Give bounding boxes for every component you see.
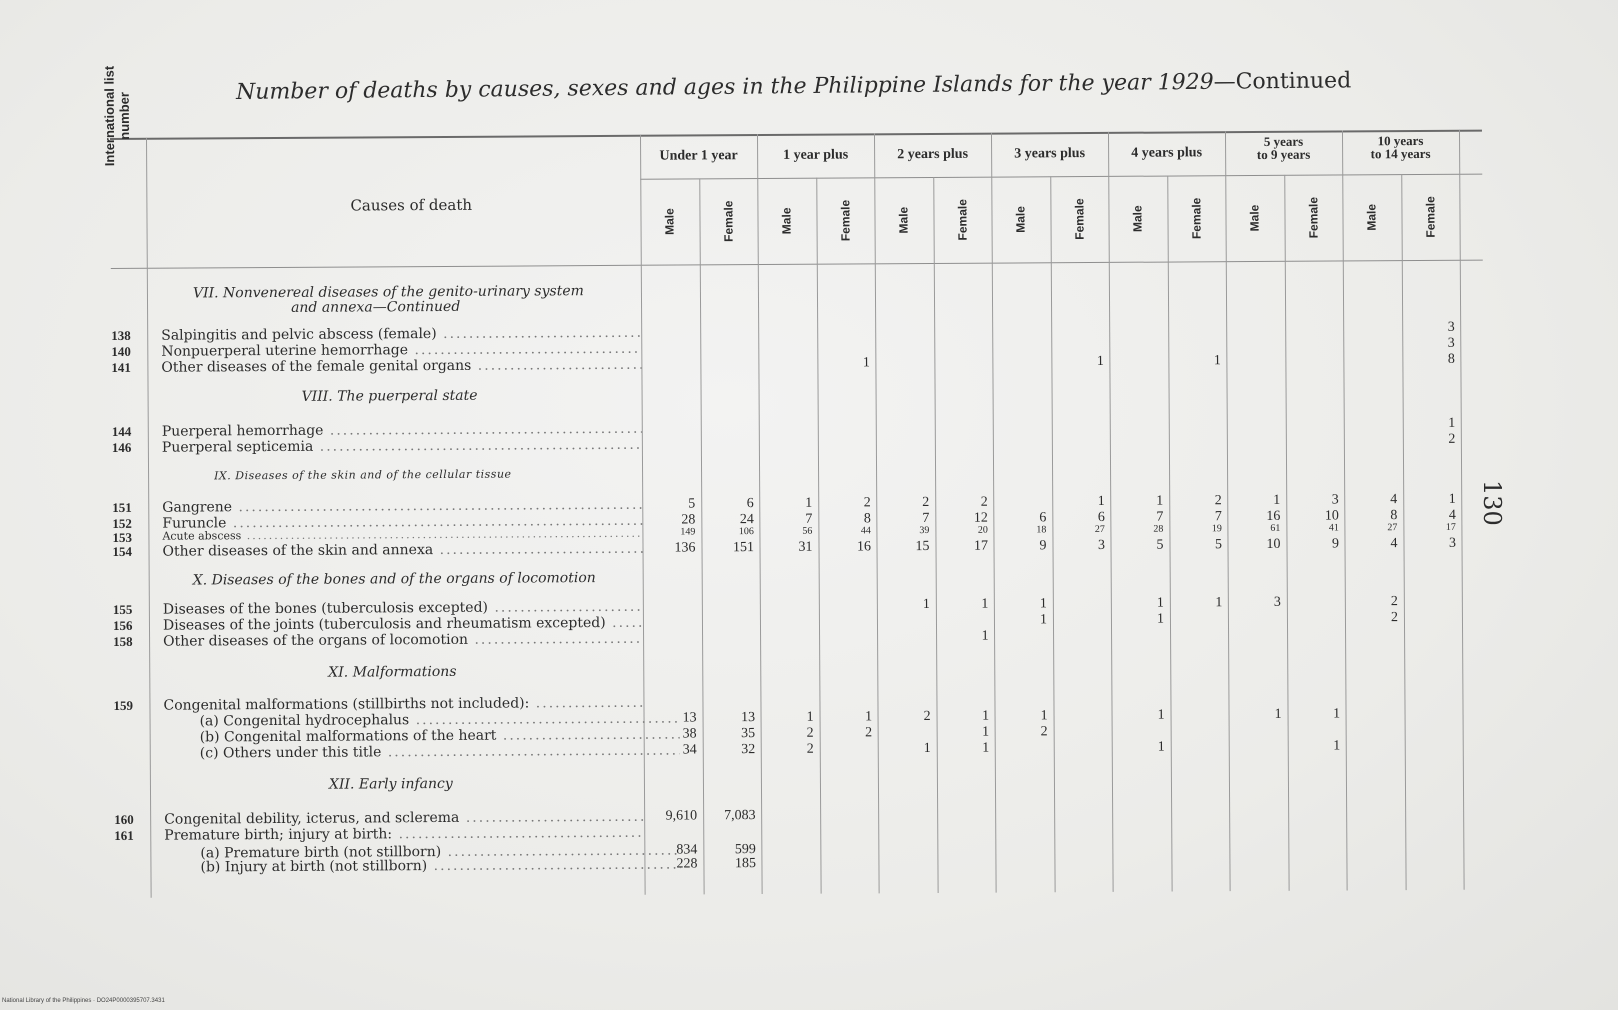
value-cell: 35 <box>741 726 756 742</box>
age-group-header: Under 1 year <box>659 148 738 164</box>
cause-label: (a) Premature birth (not stillborn) ..... <box>200 843 680 862</box>
cause-label: Other diseases of the organs of locomotion ..... <box>163 631 643 650</box>
intl-code: 159 <box>113 697 134 713</box>
value-cell: 2 <box>1448 431 1456 447</box>
value-cell: 28 <box>681 512 696 528</box>
value-cell: 3 <box>1097 537 1106 553</box>
value-cell: 12 <box>973 510 988 526</box>
intl-code: 158 <box>113 633 133 649</box>
value-cell: 44 <box>860 525 871 537</box>
value-cell: 5 <box>1214 537 1223 553</box>
value-cell: 6 <box>746 496 754 512</box>
value-cell: 32 <box>741 742 756 758</box>
cause-label: Furuncle ..... <box>162 513 642 532</box>
value-cell: 31 <box>798 539 813 555</box>
value-cell: 1 <box>806 709 814 725</box>
female-header: Female <box>955 199 970 241</box>
value-cell: 151 <box>732 540 755 556</box>
female-header: Female <box>1423 196 1438 238</box>
intl-code: 153 <box>112 529 132 545</box>
value-cell: 136 <box>674 540 696 556</box>
causes-header: Causes of death <box>350 195 473 215</box>
cause-label: Diseases of the joints (tuberculosis and rheumatism excepted) ..... <box>163 615 643 634</box>
value-cell: 5 <box>688 496 696 512</box>
value-cell: 2 <box>806 725 814 741</box>
cause-label: (a) Congenital hydrocephalus ..... <box>200 711 680 730</box>
female-header: Female <box>721 200 736 242</box>
female-header: Female <box>1306 196 1321 239</box>
value-cell: 1 <box>1332 706 1341 722</box>
value-cell: 56 <box>802 525 813 537</box>
cause-label: (c) Others under this title ..... <box>200 743 680 762</box>
age-group-header: 2 years plus <box>897 146 969 163</box>
cause-label: Salpingitis and pelvic abscess (female) ..... <box>161 325 641 344</box>
cause-label: (b) Injury at birth (not stillborn) ..... <box>200 857 680 876</box>
section-heading: X. Diseases of the bones and of the organs of locomotion <box>192 570 596 589</box>
value-cell: 1 <box>1156 595 1164 611</box>
value-cell: 8 <box>1447 351 1455 367</box>
female-header: Female <box>1189 197 1204 240</box>
value-cell: 2 <box>1390 594 1398 610</box>
male-header: Male <box>662 208 677 235</box>
value-cell: 16 <box>856 539 872 555</box>
value-cell: 1 <box>1040 708 1048 724</box>
value-cell: 9 <box>1331 536 1340 552</box>
intl-code: 141 <box>111 359 131 375</box>
cause-label: Congenital debility, icterus, and sclerema ..... <box>164 809 644 828</box>
cause-label: Puerperal septicemia ..... <box>162 437 642 456</box>
cause-label: Acute abscess ..... <box>162 527 642 543</box>
value-cell: 15 <box>915 539 930 555</box>
value-cell: 19 <box>1211 523 1222 535</box>
value-cell: 1 <box>1097 493 1105 509</box>
cause-label: Diseases of the bones (tuberculosis excepted) ..... <box>163 599 643 618</box>
value-cell: 10 <box>1324 508 1339 524</box>
value-cell: 4 <box>1390 492 1398 508</box>
value-cell: 3 <box>1331 492 1339 508</box>
cause-label: Gangrene ..... <box>162 497 642 516</box>
value-cell: 1 <box>982 724 990 740</box>
value-cell: 106 <box>738 526 754 538</box>
value-cell: 7 <box>805 511 813 527</box>
intl-code: 161 <box>114 827 134 843</box>
value-cell: 1 <box>1333 738 1341 754</box>
value-cell: 1 <box>1157 739 1165 755</box>
value-cell: 2 <box>980 494 988 510</box>
section-heading: XI. Malformations <box>328 663 457 681</box>
value-cell: 39 <box>919 525 930 537</box>
intl-code: 160 <box>114 811 134 827</box>
value-cell: 3 <box>1447 319 1455 335</box>
value-cell: 4 <box>1448 507 1456 523</box>
value-cell: 16 <box>1266 508 1281 524</box>
value-cell: 149 <box>680 526 696 538</box>
value-cell: 2 <box>1390 610 1398 626</box>
value-cell: 1 <box>805 495 813 511</box>
section-heading: VII. Nonvenereal diseases of the genito-urinary system <box>192 283 584 302</box>
value-cell: 61 <box>1270 522 1281 534</box>
age-group-header: 1 year plus <box>783 147 849 163</box>
value-cell: 2 <box>1214 493 1222 509</box>
value-cell: 3 <box>1448 535 1457 551</box>
male-header: Male <box>1364 203 1379 231</box>
value-cell: 2 <box>923 708 931 725</box>
title-text: Number of deaths by causes, sexes and ages in the Philippine Islands for the year 1929 <box>235 69 1214 105</box>
value-cell: 7 <box>1156 509 1164 525</box>
value-cell: 27 <box>1387 522 1398 534</box>
age-group-header: 10 years to 14 years <box>1370 132 1431 162</box>
value-cell: 2 <box>865 725 873 741</box>
male-header: Male <box>896 206 911 234</box>
value-cell: 2 <box>1040 724 1048 740</box>
value-cell: 4 <box>1390 536 1398 552</box>
value-cell: 9,610 <box>665 808 698 824</box>
cause-label: (b) Congenital malformations of the heart ..... <box>200 727 680 746</box>
value-cell: 6 <box>1097 509 1105 525</box>
cause-label: Puerperal hemorrhage ..... <box>162 421 642 440</box>
value-cell: 3 <box>1447 335 1455 351</box>
male-header: Male <box>779 207 794 235</box>
male-header: Male <box>1247 204 1262 232</box>
value-cell: 2 <box>863 495 871 511</box>
value-cell: 17 <box>973 538 989 554</box>
value-cell: 1 <box>1273 492 1281 508</box>
intl-list-header: International list number <box>101 65 133 167</box>
value-cell: 1 <box>865 709 873 725</box>
value-cell: 2 <box>806 741 814 757</box>
value-cell: 10 <box>1266 536 1281 552</box>
value-cell: 5 <box>1156 537 1164 553</box>
value-cell: 8 <box>1390 508 1398 524</box>
male-header: Male <box>1013 206 1028 233</box>
value-cell: 1 <box>1039 612 1048 628</box>
page-number: 130 <box>1478 480 1506 526</box>
value-cell: 1 <box>923 740 931 757</box>
value-cell: 7 <box>922 511 930 527</box>
age-group-header: 3 years plus <box>1014 146 1086 162</box>
section-heading: IX. Diseases of the skin and of the cellular tissue <box>214 467 512 483</box>
header-bottom-rule <box>111 260 1483 269</box>
value-cell: 41 <box>1328 522 1339 534</box>
intl-code: 138 <box>111 327 131 343</box>
value-cell: 7 <box>1214 509 1222 525</box>
female-header: Female <box>838 199 853 242</box>
value-cell: 1 <box>982 708 990 724</box>
value-cell: 1 <box>862 355 870 371</box>
value-cell: 1 <box>1156 493 1164 509</box>
female-header: Female <box>1072 198 1087 240</box>
intl-code: 140 <box>111 343 131 359</box>
age-group-header: 4 years plus <box>1131 145 1203 161</box>
value-cell: 24 <box>739 512 754 528</box>
cause-label: Congenital malformations (stillbirths not included): ..... <box>163 695 643 714</box>
cause-label: Other diseases of the female genital organs ..... <box>161 357 641 376</box>
value-cell: 8 <box>863 511 871 527</box>
value-cell: 2 <box>922 495 930 511</box>
male-header: Male <box>1130 205 1145 233</box>
intl-code: 154 <box>112 543 133 559</box>
value-cell: 1 <box>1156 611 1165 627</box>
value-cell: 1 <box>1096 353 1104 369</box>
value-cell: 1 <box>1215 595 1223 611</box>
value-cell: 20 <box>977 524 988 536</box>
section-heading: and annexa—Continued <box>290 298 461 316</box>
value-cell: 1 <box>1039 596 1047 612</box>
value-cell: 27 <box>1094 523 1105 535</box>
value-cell: 1 <box>1213 353 1221 369</box>
cause-label: Premature birth; injury at birth: ..... <box>164 825 644 844</box>
age-header-rule <box>640 174 1482 180</box>
value-cell: 38 <box>682 726 697 742</box>
age-group-header: 5 years to 9 years <box>1256 133 1311 162</box>
section-heading: XII. Early infancy <box>328 775 453 793</box>
value-cell: 1 <box>1448 415 1456 431</box>
value-cell: 34 <box>682 742 697 758</box>
intl-code: 146 <box>111 439 132 455</box>
cause-label: Nonpuerperal uterine hemorrhage ..... <box>161 341 641 360</box>
cause-label: Other diseases of the skin and annexa ..... <box>162 541 642 560</box>
value-cell: 1 <box>981 596 989 612</box>
value-cell: 834 <box>676 842 698 858</box>
intl-code: 151 <box>112 499 132 515</box>
value-cell: 9 <box>1039 538 1047 554</box>
value-cell: 1 <box>981 628 989 644</box>
section-heading: VIII. The puerperal state <box>301 387 478 405</box>
value-cell: 1 <box>982 740 990 756</box>
value-cell: 185 <box>734 856 756 872</box>
value-cell: 13 <box>682 710 697 726</box>
value-cell: 6 <box>1039 510 1047 526</box>
intl-code: 152 <box>112 515 132 531</box>
value-cell: 7,083 <box>724 808 756 824</box>
value-cell: 17 <box>1445 521 1456 533</box>
footer-credit: National Library of the Philippines · DO24P0000395707.3431 <box>2 998 165 1004</box>
value-cell: 18 <box>1036 524 1047 536</box>
value-cell: 228 <box>676 856 698 872</box>
value-cell: 28 <box>1153 523 1164 535</box>
value-cell: 1 <box>1448 491 1456 507</box>
value-cell: 1 <box>922 597 930 613</box>
title-suffix: —Continued <box>1213 68 1352 95</box>
value-cell: 13 <box>741 710 756 726</box>
intl-code: 144 <box>111 423 132 439</box>
value-cell: 1 <box>1157 707 1165 723</box>
intl-code: 155 <box>112 601 133 617</box>
value-cell: 3 <box>1273 594 1281 610</box>
value-cell: 1 <box>1274 706 1282 722</box>
intl-code: 156 <box>112 617 133 633</box>
value-cell: 599 <box>734 842 756 858</box>
